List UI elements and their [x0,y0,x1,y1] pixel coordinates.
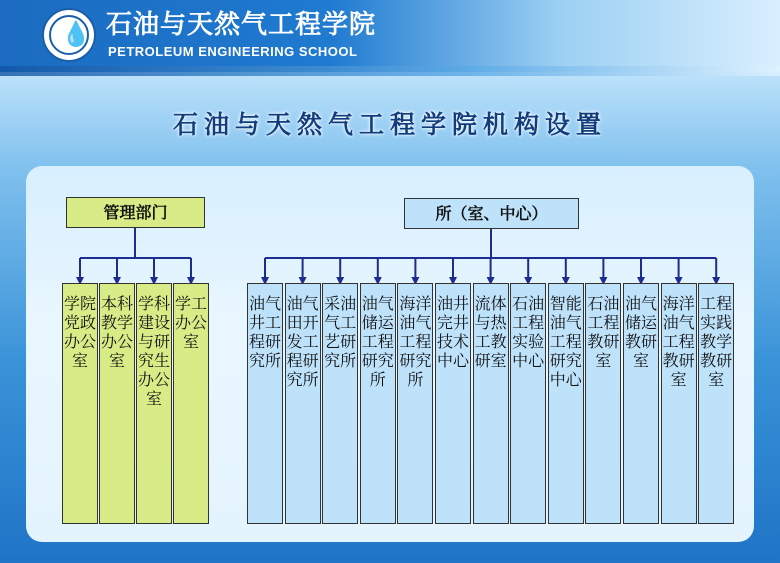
institute-unit-label: 智能油气工程研究中心 [549,294,582,389]
institute-unit-box [360,283,396,524]
institute-unit-label: 油气储运工程研究所 [361,294,394,389]
management-dept-header: 管理部门 [66,197,205,228]
management-unit-box [136,283,172,524]
management-unit-box [62,283,98,524]
institute-unit-box [585,283,621,524]
institutes-header: 所（室、中心） [404,198,579,229]
institute-unit-label: 油气田开发工程研究所 [286,294,319,389]
institute-unit-box [548,283,584,524]
institute-unit-label: 油井完井技术中心 [436,294,469,370]
institute-unit-box [397,283,433,524]
management-unit-label: 本科教学办公室 [100,294,133,370]
institute-unit-label: 油气储运教研室 [624,294,657,370]
institute-unit-box [473,283,509,524]
management-unit-label: 学工办公室 [174,294,207,351]
institute-unit-box [698,283,734,524]
school-name-en: PETROLEUM ENGINEERING SCHOOL [108,44,358,59]
management-unit-box [99,283,135,524]
institute-unit-label: 流体与热工教研室 [474,294,507,370]
oil-drop-icon: 💧 [61,20,91,48]
institute-unit-box [510,283,546,524]
management-unit-label: 学科建设与研究生办公室 [137,294,170,408]
institute-unit-label: 油气井工程研究所 [248,294,281,370]
institute-unit-label: 采油气工艺研究所 [324,294,357,370]
school-name-cn: 石油与天然气工程学院 [106,10,377,40]
institute-unit-box [623,283,659,524]
institute-unit-box [661,283,697,524]
institute-unit-label: 石油工程教研室 [587,294,620,370]
management-unit-box [173,283,209,524]
management-unit-label: 学院党政办公室 [63,294,96,370]
institute-unit-box [285,283,321,524]
institute-unit-label: 海洋油气工程研究所 [399,294,432,389]
page-title: 石油与天然气工程学院机构设置 [172,110,607,139]
institute-unit-box [322,283,358,524]
institute-unit-label: 工程实践教学教研室 [700,294,733,389]
institute-unit-box [247,283,283,524]
institute-unit-label: 海洋油气工程教研室 [662,294,695,389]
institute-unit-box [435,283,471,524]
institute-unit-label: 石油工程实验中心 [512,294,545,370]
